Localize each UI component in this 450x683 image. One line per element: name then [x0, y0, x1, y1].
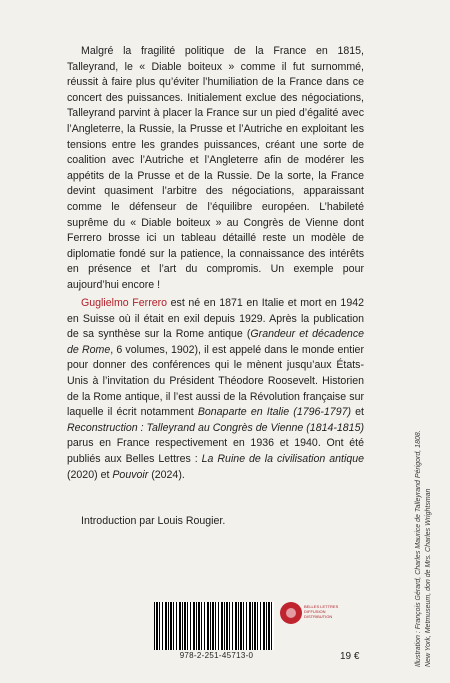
blurb-paragraph: Malgré la fragilité politique de la France en 1815, Talleyrand, le « Diable boiteux » comme il fut surnommé, réussit à faire plus qu’éviter l’humiliation de la France dans ce concert des puissances. Initialement exclue des négociations, Talleyrand parvint à placer la France sur un pied d’égalité avec l’Angleterre, la Russie, la Prusse et l’Autriche en exploitant les tensions entre les grandes puissances, créant une sorte de coalition avec l’Autriche et l’Angleterre afin de modérer les appétits de la Prusse et de la Russie. De la sorte, la France devint quasiment l’arbitre des négociations, apparaissant comme le défenseur de l’équilibre européen. L’habileté suprême du « Diable boiteux » au Congrès de Vienne dont Ferrero brosse ici un tableau détaillé reste un modèle de diplomatie fondé sur la patience, la connaissance des intérêts en présence et l’art du compromis. Un exemple pour aujourd’hui encore !	[67, 45, 364, 291]
isbn-number: 978-2-251-45713-0	[154, 651, 279, 660]
credit-line-1: Illustration : François Gérard, Charles Maurice de Talleyrand Périgord, 1808.	[415, 430, 422, 667]
logo-text-line: DIFFUSION	[304, 609, 326, 614]
book-title-bonaparte: Bonaparte en Italie (1796-1797)	[197, 406, 352, 419]
book-title-ruine: La Ruine de la civilisation antique	[201, 452, 364, 465]
book-title-reconstruction: Reconstruction : Talleyrand au Congrès de Vienne (1814-1815)	[67, 421, 364, 434]
credit-line-2: New York, Metmuseum, don de Mrs. Charles Wrightsman	[424, 488, 432, 667]
bio-text-5: (2020) et	[67, 468, 113, 481]
book-title-pouvoir: Pouvoir	[112, 468, 149, 481]
barcode-block	[154, 602, 339, 662]
bio-text-3: et	[351, 406, 364, 419]
logo-text-line: BELLES LETTRES	[304, 604, 339, 609]
publisher-logo-icon	[280, 602, 302, 624]
author-bio-paragraph	[67, 296, 364, 483]
bio-text-1: est né en 1871 en Italie et mort en 1942 en Suisse où il était en exil depuis 1929. Après la publication de sa synthèse sur la Rome antique (	[67, 297, 364, 341]
book-title-grandeur: Grandeur et décadence de Rome	[67, 328, 365, 356]
bio-text-6: (2024).	[148, 468, 185, 481]
illustration-credit	[414, 367, 433, 667]
author-name: Guglielmo Ferrero	[81, 297, 168, 309]
publisher-logo-text	[304, 604, 344, 619]
barcode	[154, 602, 274, 650]
logo-text-line: DISTRIBUTION	[304, 614, 333, 619]
introduction-credit: Introduction par Louis Rougier.	[81, 515, 226, 527]
bio-text-4: parus en France respectivement en 1936 et 1940. Ont été publiés aux Belles Lettres :	[67, 437, 364, 465]
bio-text-2: , 6 volumes, 1902), il est appelé dans le monde entier pour donner des conférences qui le mènent jusqu’aux États-Unis à l’invitation du Président Théodore Roosevelt. Historien de la Rome antique, il l’est aussi de la Révolution française sur laquelle il écrit notamment	[67, 343, 364, 419]
price-label: 19 €	[340, 651, 360, 662]
